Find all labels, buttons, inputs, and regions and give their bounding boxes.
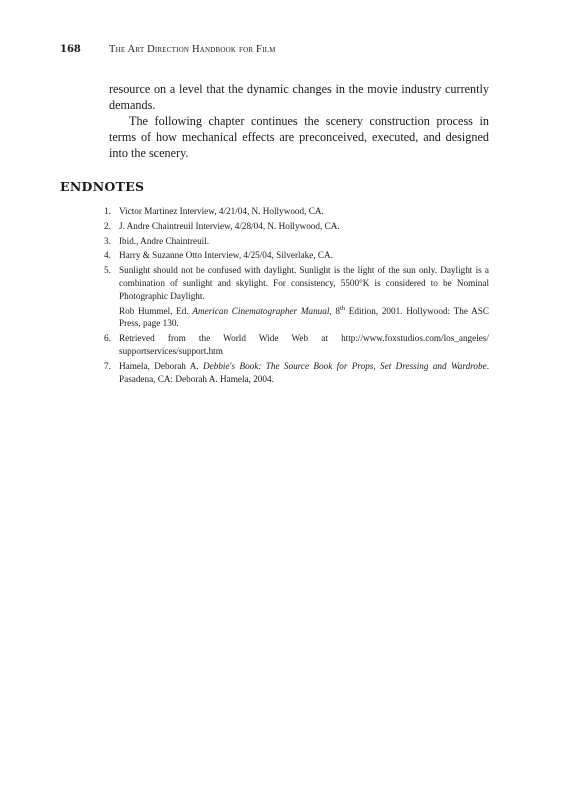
running-head: The Art Direction Handbook for Film [109,44,276,55]
endnote-reference [119,305,489,331]
reference-edition: , 8 [329,305,341,316]
endnote-number: 3. [104,235,111,246]
endnotes-list [104,205,489,387]
endnote-text [119,360,489,386]
endnote-body [119,332,489,358]
endnote-url-continuation: supportservices/support.htm [119,345,223,356]
endnotes-heading: ENDNOTES [60,179,145,194]
endnote-item [104,205,489,218]
reference-editor: Rob Hummel, Ed. [119,305,193,316]
endnote-item [104,235,489,248]
page-number: 168 [60,44,81,55]
endnote-author: Hamela, Deborah A. [119,360,204,371]
endnote-number: 5. [104,265,111,276]
body-paragraph: resource on a level that the dynamic changes in the movie industry currently demands. [109,82,489,112]
reference-title: American Cinematographer Manual [192,305,330,316]
endnote-number: 1. [104,206,111,216]
endnote-text: Ibid., Andre Chaintreuil. [119,235,210,246]
endnote-text: J. Andre Chaintreuil Interview, 4/28/04, N. Hollywood, CA. [119,220,340,231]
endnote-item [104,332,489,358]
page-header [60,44,520,58]
endnote-text: Retrieved from the World Wide Web at http://www.foxstudios.com/los_angeles/ [119,333,489,344]
body-paragraph: The following chapter continues the scenery construction process in terms of how mechanical effects are preconceived, executed, and designed into the scenery. [109,114,489,160]
endnote-number: 2. [104,220,111,231]
endnote-item [104,264,489,330]
reference-details: Edition, 2001. Hollywood: The ASC Press, page 130. [119,305,489,329]
endnote-number: 6. [104,333,111,344]
endnote-body [119,264,489,330]
endnote-publication: . Pasadena, CA: Deborah A. Hamela, 2004. [119,360,489,384]
endnote-number: 7. [104,360,111,371]
endnote-item [104,360,489,386]
endnote-item [104,220,489,233]
endnote-text: Sunlight should not be confused with daylight. Sunlight is the light of the sun only. Daylight is a combination of sunlight and skylight. For consistency, 5500°K is considered to be Nominal Photographic Daylight. [119,265,489,301]
endnote-book-title: Debbie's Book: The Source Book for Props, Set Dressing and Wardrobe [203,360,487,371]
body-text [109,81,489,161]
endnote-number: 4. [104,250,111,261]
endnote-item [104,249,489,262]
endnote-text: Harry & Suzanne Otto Interview, 4/25/04, Silverlake, CA. [119,250,333,261]
reference-superscript: th [340,304,346,312]
endnote-text: Victor Martinez Interview, 4/21/04, N. Hollywood, CA. [119,206,324,216]
